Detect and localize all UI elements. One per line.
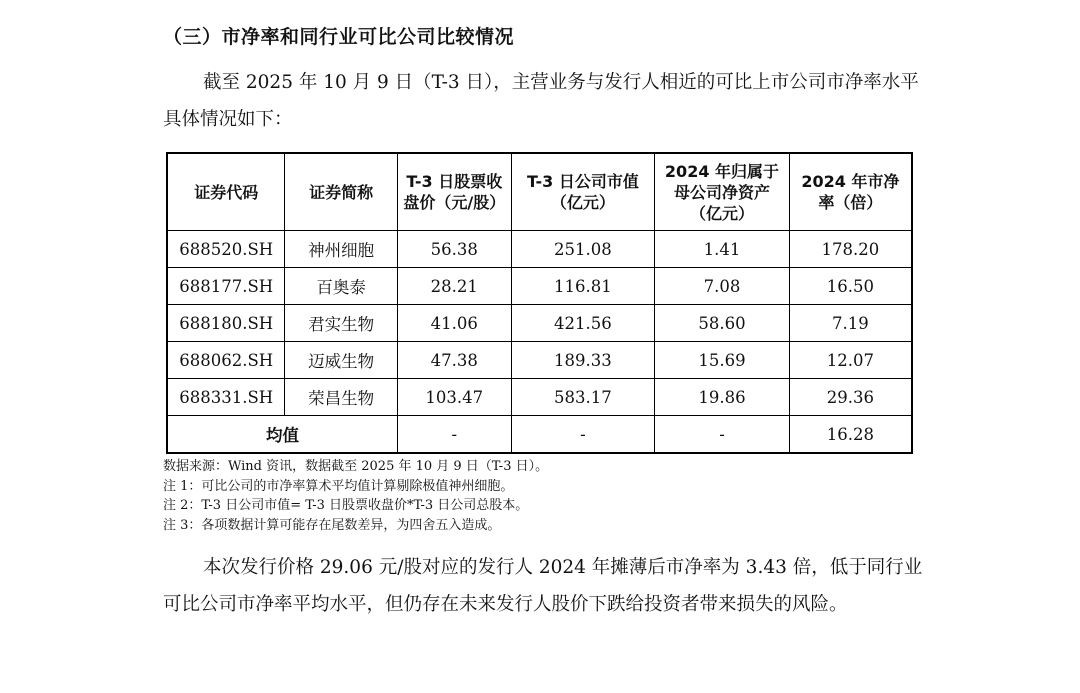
cell-net-assets: 1.41 — [655, 231, 790, 268]
cell-code: 688520.SH — [167, 231, 285, 268]
cell-price: 28.21 — [397, 268, 511, 305]
cell-market-cap: 116.81 — [511, 268, 655, 305]
cell-market-cap: 421.56 — [511, 305, 655, 342]
conclusion-paragraph — [163, 549, 923, 623]
cell-pb-ratio: 12.07 — [789, 342, 912, 379]
average-pb-ratio: 16.28 — [789, 416, 912, 454]
intro-paragraph — [163, 64, 923, 138]
cell-code: 688177.SH — [167, 268, 285, 305]
cell-pb-ratio: 178.20 — [789, 231, 912, 268]
table-row — [167, 379, 912, 416]
table-row — [167, 268, 912, 305]
table-row — [167, 342, 912, 379]
source-note: 数据来源：Wind 资讯，数据截至 2025 年 10 月 9 日（T-3 日）。 — [163, 459, 549, 474]
cell-net-assets: 19.86 — [655, 379, 790, 416]
intro-text: 截至 2025 年 10 月 9 日（T-3 日），主营业务与发行人相近的可比上市公司市净率水平具体情况如下： — [163, 72, 919, 130]
header-net-assets: 2024 年归属于母公司净资产（亿元） — [655, 153, 790, 231]
table-row — [167, 305, 912, 342]
conclusion-text: 本次发行价格 29.06 元/股对应的发行人 2024 年摊薄后市净率为 3.43 倍，低于同行业可比公司市净率平均水平，但仍存在未来发行人股价下跌给投资者带来损失的风险。 — [163, 557, 923, 615]
cell-name: 荣昌生物 — [285, 379, 398, 416]
note-2: 注 2：T-3 日公司市值= T-3 日股票收盘价*T-3 日公司总股本。 — [163, 498, 529, 513]
cell-name: 百奥泰 — [285, 268, 398, 305]
cell-name: 神州细胞 — [285, 231, 398, 268]
section-heading: （三）市净率和同行业可比公司比较情况 — [163, 26, 515, 48]
cell-code: 688062.SH — [167, 342, 285, 379]
cell-pb-ratio: 7.19 — [789, 305, 912, 342]
cell-name: 君实生物 — [285, 305, 398, 342]
cell-market-cap: 189.33 — [511, 342, 655, 379]
note-3: 注 3：各项数据计算可能存在尾数差异，为四舍五入造成。 — [163, 517, 501, 533]
table-notes — [163, 457, 548, 535]
average-net-assets: - — [655, 416, 790, 454]
average-price: - — [397, 416, 511, 454]
cell-price: 103.47 — [397, 379, 511, 416]
cell-pb-ratio: 16.50 — [789, 268, 912, 305]
note-1: 注 1：可比公司的市净率算术平均值计算剔除极值神州细胞。 — [163, 478, 514, 494]
cell-market-cap: 583.17 — [511, 379, 655, 416]
cell-net-assets: 58.60 — [655, 305, 790, 342]
cell-pb-ratio: 29.36 — [789, 379, 912, 416]
cell-market-cap: 251.08 — [511, 231, 655, 268]
average-row — [167, 416, 912, 454]
header-pb-ratio: 2024 年市净率（倍） — [789, 153, 912, 231]
cell-price: 56.38 — [397, 231, 511, 268]
header-code: 证券代码 — [167, 153, 285, 231]
comparison-table — [166, 152, 913, 454]
cell-price: 47.38 — [397, 342, 511, 379]
average-label: 均值 — [167, 416, 397, 454]
cell-price: 41.06 — [397, 305, 511, 342]
header-market-cap: T-3 日公司市值（亿元） — [511, 153, 655, 231]
cell-net-assets: 7.08 — [655, 268, 790, 305]
table-header-row — [167, 153, 912, 231]
cell-net-assets: 15.69 — [655, 342, 790, 379]
header-name: 证券简称 — [285, 153, 398, 231]
header-price: T-3 日股票收盘价（元/股） — [397, 153, 511, 231]
table-row — [167, 231, 912, 268]
cell-code: 688331.SH — [167, 379, 285, 416]
average-market-cap: - — [511, 416, 655, 454]
cell-code: 688180.SH — [167, 305, 285, 342]
cell-name: 迈威生物 — [285, 342, 398, 379]
